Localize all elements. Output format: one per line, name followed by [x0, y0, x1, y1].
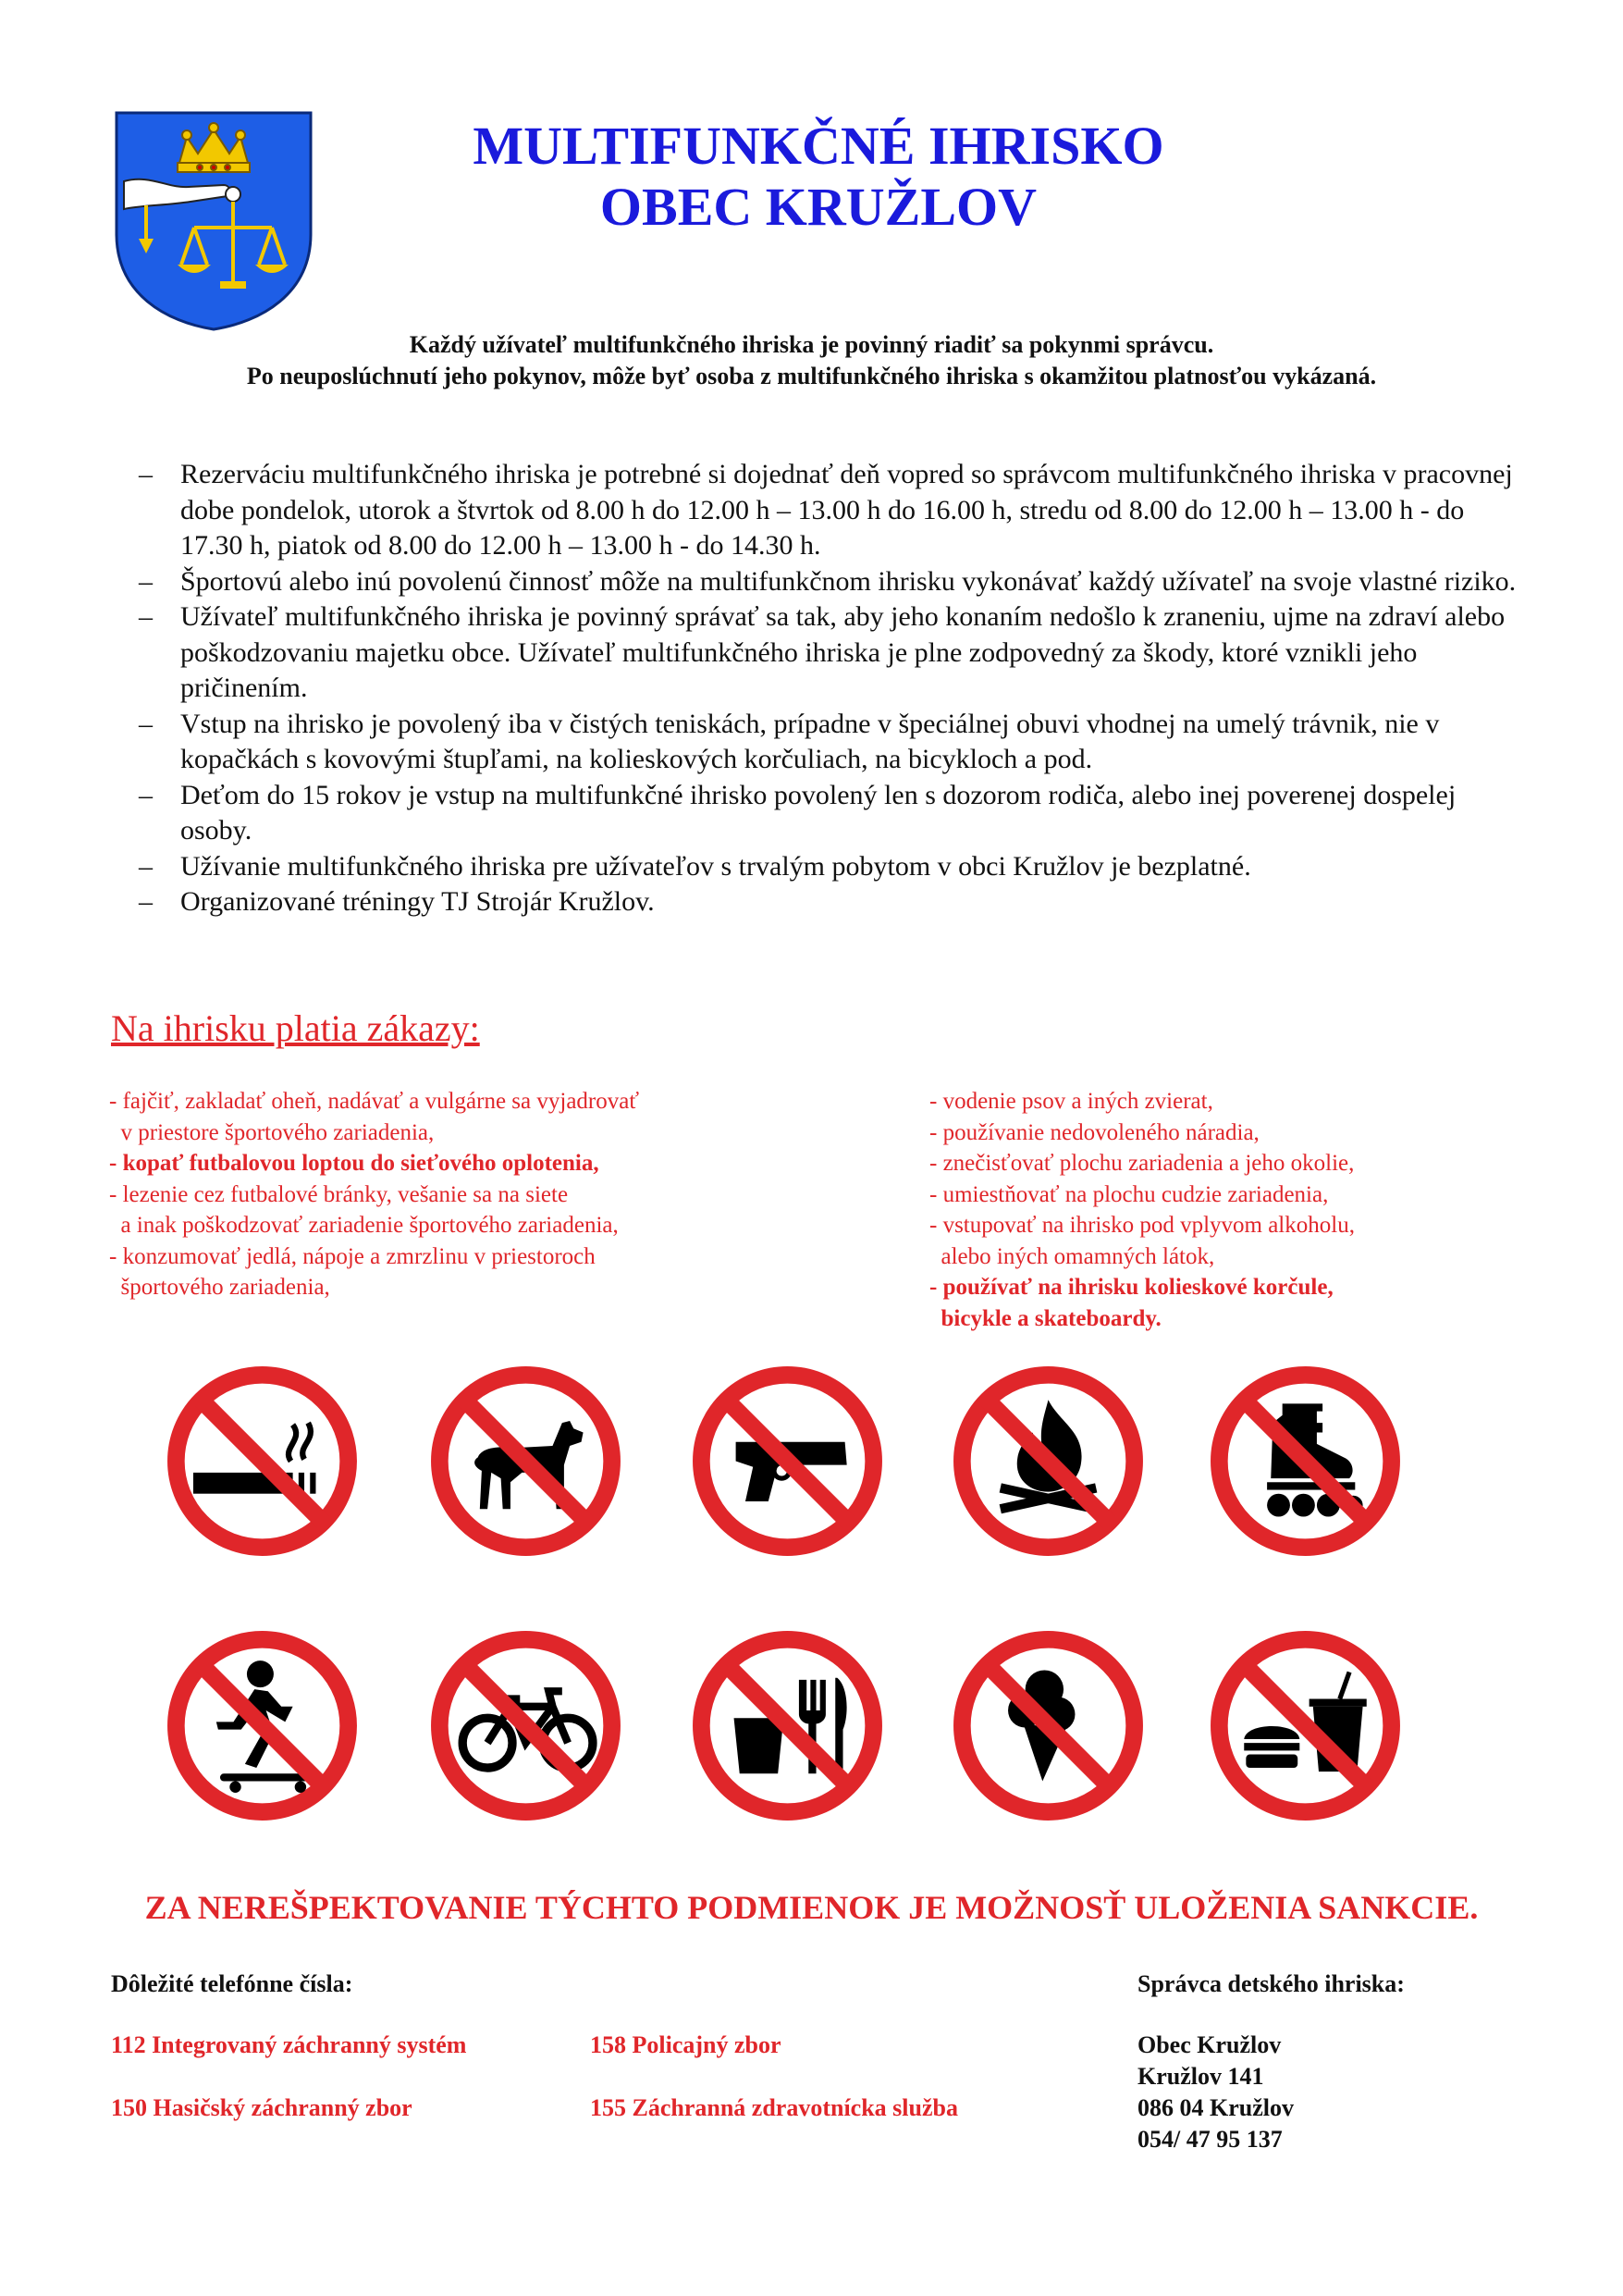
- rule-item: [139, 564, 1531, 600]
- rule-text: Rezerváciu multifunkčného ihriska je potrebné si dojednať deň vopred so správcom multifunkčného ihriska v pracovnej dobe pondelok, utorok a štvrtok od 8.00 h do 12.00 h – 13.00 h do 16.00 h, stredu od 8.00 do 12.00 h – 13.00 h - do 17.30 h, piatok od 8.00 do 12.00 h – 13.00 h - do 14.30 h.: [180, 459, 1513, 561]
- rule-item: [139, 599, 1531, 707]
- page-title-line2: OBEC KRUŽLOV: [599, 177, 1038, 237]
- no-fire-icon: [953, 1365, 1144, 1557]
- no-bicycles-icon: [430, 1630, 621, 1821]
- no-smoking-icon: [166, 1365, 358, 1557]
- no-weapons-icon: [692, 1365, 883, 1557]
- prohibition-line: - používanie nedovoleného náradia,: [929, 1119, 1260, 1145]
- prohibition-line: - lezenie cez futbalové bránky, vešanie sa na siete: [109, 1181, 569, 1207]
- admin-line: Obec Kružlov: [1137, 2031, 1282, 2058]
- admin-heading: Správca detského ihriska:: [1137, 1970, 1405, 1997]
- rule-bullet: –: [139, 708, 153, 739]
- page-title-line1: MULTIFUNKČNÉ IHRISKO: [473, 116, 1164, 176]
- phone-150: 150 Hasičský záchranný zbor: [111, 2094, 412, 2121]
- prohibitions-heading: Na ihrisku platia zákazy:: [111, 1007, 480, 1049]
- prohibition-line: - konzumovať jedlá, nápoje a zmrzlinu v priestoroch: [109, 1243, 596, 1269]
- rule-bullet: –: [139, 850, 153, 882]
- rule-text: Deťom do 15 rokov je vstup na multifunkčné ihrisko povolený len s dozorom rodiča, alebo inej poverenej dospelej osoby.: [180, 779, 1457, 846]
- rule-item: [139, 457, 1531, 564]
- phone-158: 158 Policajný zbor: [590, 2031, 781, 2058]
- prohibition-line: - umiestňovať na plochu cudzie zariadenia,: [929, 1181, 1329, 1207]
- prohibition-line: - vodenie psov a iných zvierat,: [929, 1089, 1213, 1114]
- prohibition-line: - kopať futbalovou loptou do sieťového oplotenia,: [109, 1151, 599, 1176]
- rules-list: [139, 457, 1531, 920]
- prohibitions-list-right: [929, 1086, 1614, 1334]
- prohibition-line: - znečisťovať plochu zariadenia a jeho okolie,: [929, 1151, 1355, 1176]
- rule-bullet: –: [139, 459, 153, 489]
- rule-bullet: –: [139, 886, 153, 917]
- rule-bullet: –: [139, 601, 153, 632]
- prohibition-line: športového zariadenia,: [109, 1275, 330, 1300]
- admin-line: 054/ 47 95 137: [1137, 2126, 1283, 2153]
- rule-text: Športovú alebo inú povolenú činnosť môže na multifunkčnom ihrisku vykonávať každý užívateľ na svoje vlastné riziko.: [180, 565, 1517, 597]
- rule-text: Organizované tréningy TJ Strojár Kružlov.: [180, 886, 655, 917]
- sanction-warning: ZA NEREŠPEKTOVANIE TÝCHTO PODMIENOK JE MOŽNOSŤ ULOŽENIA SANKCIE.: [144, 1889, 1479, 1926]
- rule-item: [139, 707, 1531, 778]
- crest-logo: [113, 109, 314, 331]
- prohibition-line: alebo iných omamných látok,: [929, 1243, 1215, 1269]
- rule-text: Užívanie multifunkčného ihriska pre užívateľov s trvalým pobytom v obci Kružlov je bezplatné.: [180, 850, 1251, 882]
- prohibition-line: bicykle a skateboardy.: [929, 1305, 1162, 1331]
- intro-line2: Po neuposlúchnutí jeho pokynov, môže byť osoba z multifunkčného ihriska s okamžitou platnosťou vykázaná.: [246, 363, 1377, 389]
- prohibitions-list-left: [109, 1086, 923, 1303]
- no-fast-food-icon: [1210, 1630, 1401, 1821]
- rule-text: Užívateľ multifunkčného ihriska je povinný správať sa tak, aby jeho konaním nedošlo k zraneniu, ujme na zdraví alebo poškodzovaniu majetku obce. Užívateľ multifunkčného ihriska je plne zodpovedný za škody, ktoré vznikli jeho pričinením.: [180, 601, 1506, 703]
- rule-bullet: –: [139, 565, 153, 597]
- no-eating-drinking-icon: [692, 1630, 883, 1821]
- rule-item: [139, 849, 1531, 885]
- rule-bullet: –: [139, 779, 153, 810]
- intro-line1: Každý užívateľ multifunkčného ihriska je povinný riadiť sa pokynmi správcu.: [409, 331, 1214, 358]
- rule-text: Vstup na ihrisko je povolený iba v čistých teniskách, prípadne v špeciálnej obuvi vhodnej na umelý trávnik, nie v kopačkách s kovovými štupľami, na kolieskových korčuliach, na bicykloch a pod.: [180, 708, 1440, 774]
- admin-line: 086 04 Kružlov: [1137, 2094, 1294, 2121]
- admin-line: Kružlov 141: [1137, 2063, 1264, 2090]
- no-ice-cream-icon: [953, 1630, 1144, 1821]
- no-rollerskates-icon: [1210, 1365, 1401, 1557]
- phone-112: 112 Integrovaný záchranný systém: [111, 2031, 467, 2058]
- prohibition-line: a inak poškodzovať zariadenie športového zariadenia,: [109, 1213, 619, 1238]
- prohibition-line: - vstupovať na ihrisko pod vplyvom alkoholu,: [929, 1213, 1355, 1238]
- prohibition-line: v priestore športového zariadenia,: [109, 1119, 435, 1145]
- rule-item: [139, 778, 1531, 849]
- phone-155: 155 Záchranná zdravotnícka služba: [590, 2094, 958, 2121]
- prohibition-line: - fajčiť, zakladať oheň, nadávať a vulgárne sa vyjadrovať: [109, 1089, 640, 1114]
- rule-item: [139, 884, 1531, 920]
- phones-heading: Dôležité telefónne čísla:: [111, 1970, 353, 1997]
- prohibition-line: - používať na ihrisku kolieskové korčule,: [929, 1275, 1334, 1300]
- no-dogs-icon: [430, 1365, 621, 1557]
- no-skateboarding-icon: [166, 1630, 358, 1821]
